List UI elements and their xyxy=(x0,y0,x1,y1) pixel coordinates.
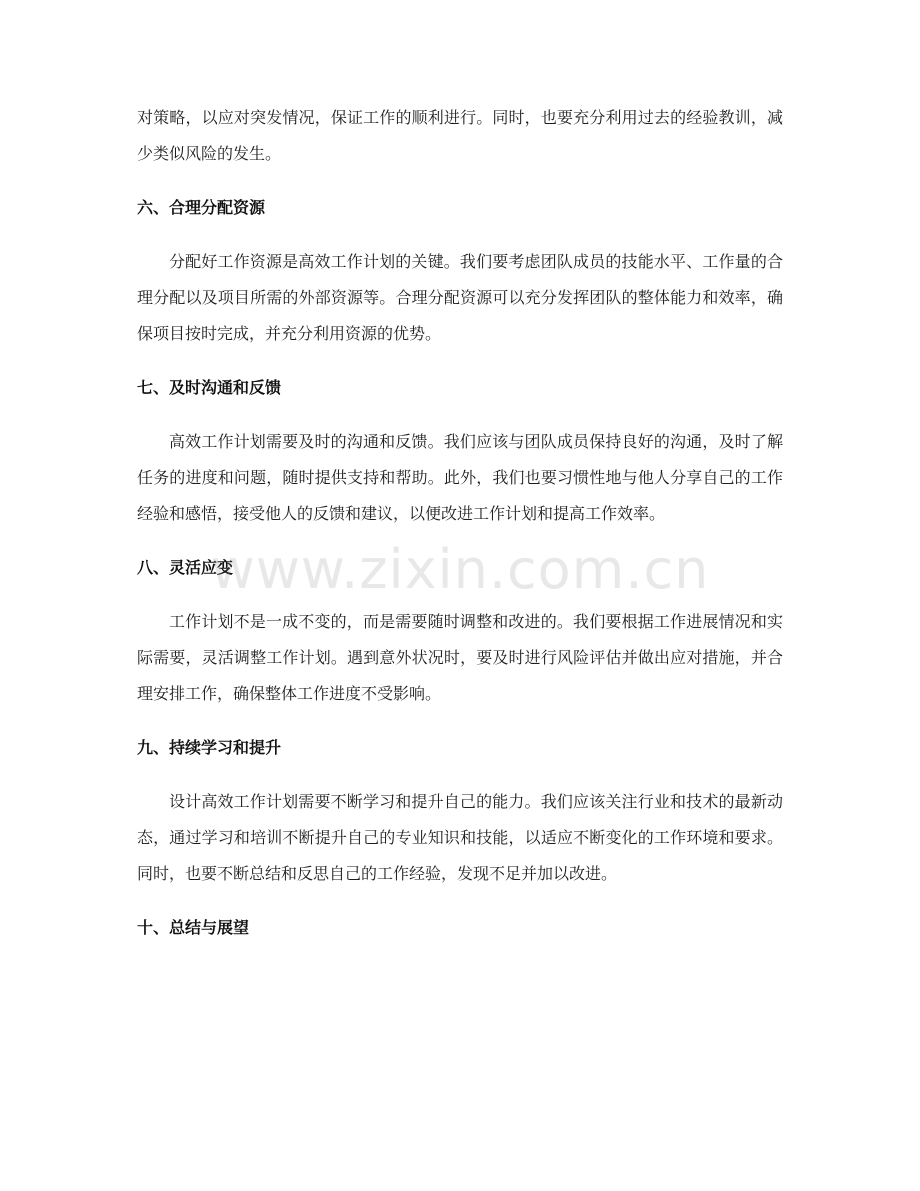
section-body-6: 分配好工作资源是高效工作计划的关键。我们要考虑团队成员的技能水平、工作量的合理分配以及项目所需的外部资源等。合理分配资源可以充分发挥团队的整体能力和效率，确保项目按时完成，并充分利用资源的优势。 xyxy=(137,252,783,343)
section-heading-8: 八、灵活应变 xyxy=(137,558,234,577)
section-body-7: 高效工作计划需要及时的沟通和反馈。我们应该与团队成员保持良好的沟通，及时了解任务的进度和问题，随时提供支持和帮助。此外，我们也要习惯性地与他人分享自己的工作经验和感悟，接受他人的反馈和建议，以便改进工作计划和提高工作效率。 xyxy=(137,432,783,523)
watermark-text: www.zixin.com.cn xyxy=(210,538,710,601)
section-heading-7: 七、及时沟通和反馈 xyxy=(137,378,282,397)
section-body-8: 工作计划不是一成不变的，而是需要随时调整和改进的。我们要根据工作进展情况和实际需要，灵活调整工作计划。遇到意外状况时，要及时进行风险评估并做出应对措施，并合理安排工作，确保整体工作进度不受影响。 xyxy=(137,612,783,703)
section-heading-9: 九、持续学习和提升 xyxy=(137,738,282,757)
document-content xyxy=(137,100,783,946)
intro-paragraph: 对策略，以应对突发情况，保证工作的顺利进行。同时，也要充分利用过去的经验教训，减少类似风险的发生。 xyxy=(137,108,783,163)
section-body-9: 设计高效工作计划需要不断学习和提升自己的能力。我们应该关注行业和技术的最新动态，通过学习和培训不断提升自己的专业知识和技能，以适应不断变化的工作环境和要求。同时，也要不断总结和反思自己的工作经验，发现不足并加以改进。 xyxy=(137,792,783,883)
section-heading-6: 六、合理分配资源 xyxy=(137,198,266,217)
section-heading-10: 十、总结与展望 xyxy=(137,918,250,937)
